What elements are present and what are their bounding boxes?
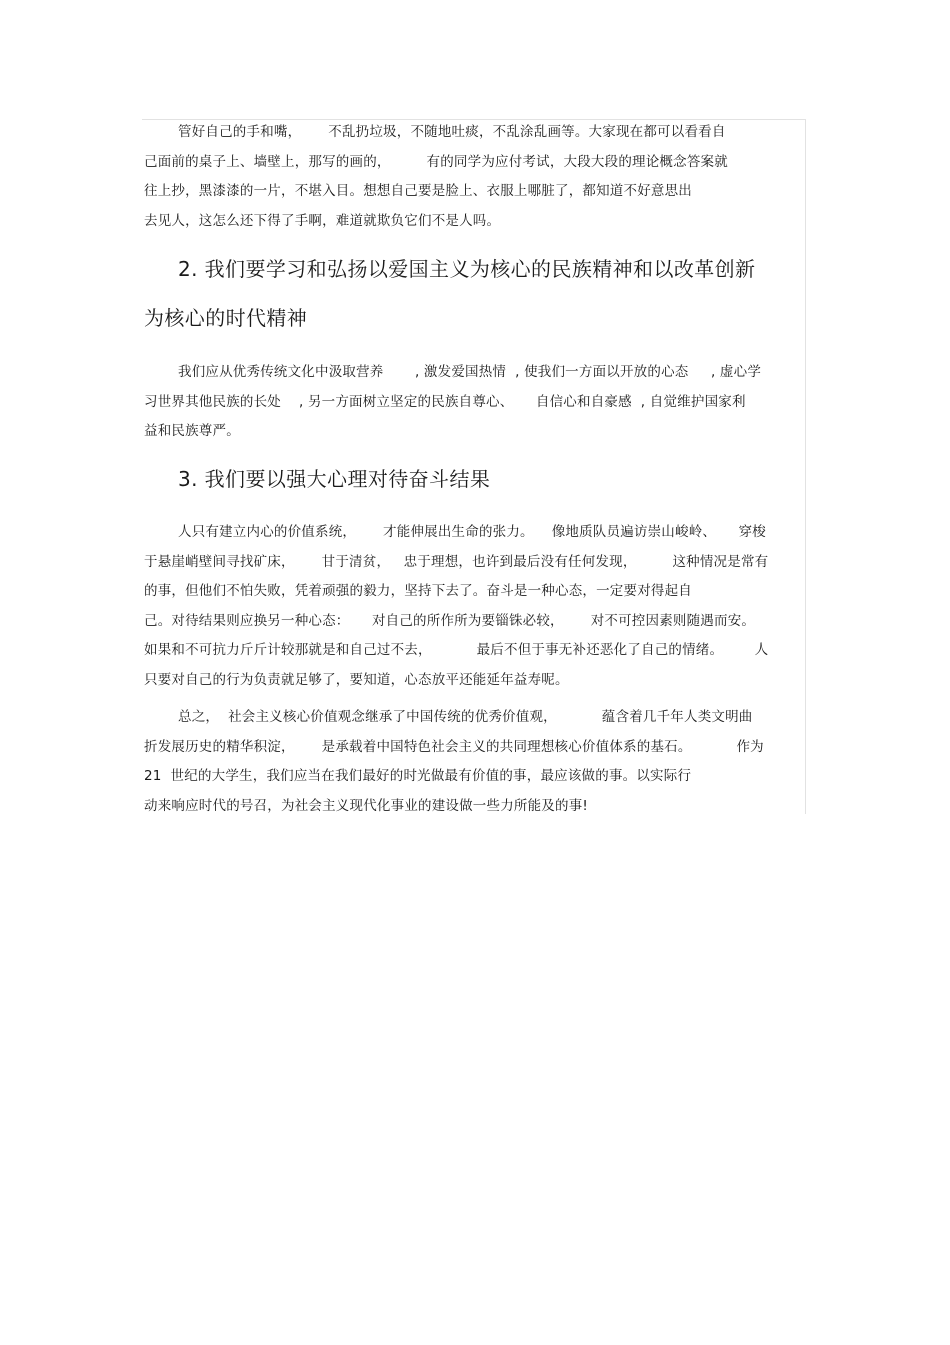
heading-line: 为核心的时代精神 <box>144 306 308 330</box>
paragraph-line: 己。对待结果则应换另一种心态： 对自己的所作所为要锱铢必较， 对不可控因素则随遇而安。 <box>144 612 756 629</box>
heading-line: 3. 我们要以强大心理对待奋斗结果 <box>178 467 491 491</box>
paragraph-line: 折发展历史的精华积淀， 是承载着中国特色社会主义的共同理想核心价值体系的基石。 作为 <box>144 738 764 755</box>
paragraph-line: 如果和不可抗力斤斤计较那就是和自己过不去， 最后不但于事无补还恶化了自己的情绪。 人 <box>144 642 769 658</box>
section-heading-3 <box>144 455 806 504</box>
paragraph-line: 益和民族尊严。 <box>144 423 240 439</box>
paragraph-line: 动来响应时代的号召，为社会主义现代化事业的建设做一些力所能及的事! <box>144 797 589 814</box>
paragraph-littering <box>144 118 806 236</box>
paragraph-line: 往上抄，黑漆漆的一片，不堪入目。想想自己要是脸上、衣服上哪脏了，都知道不好意思出 <box>144 183 692 199</box>
paragraph-line: 去见人，这怎么还下得了手啊，难道就欺负它们不是人吗。 <box>144 212 501 229</box>
paragraph-conclusion <box>144 703 806 821</box>
paragraph-line: 只要对自己的行为负责就足够了，要知道，心态放平还能延年益寿呢。 <box>144 671 569 688</box>
paragraph-mentality <box>144 518 806 695</box>
paragraph-line: 21 世纪的大学生，我们应当在我们最好的时光做最有价值的事，最应该做的事。以实际行 <box>144 768 692 784</box>
heading-line: 2. 我们要学习和弘扬以爱国主义为核心的民族精神和以改革创新 <box>178 257 756 281</box>
paragraph-line: 于悬崖峭壁间寻找矿床， 甘于清贫， 忠于理想，也许到最后没有任何发现， 这种情况是常有 <box>144 553 769 570</box>
paragraph-line: 人只有建立内心的价值系统， 才能伸展出生命的张力。 像地质队员遍访崇山峻岭、 穿梭 <box>178 524 766 540</box>
paragraph-line: 习世界其他民族的长处 , 另一方面树立坚定的民族自尊心、 自信心和自豪感 , 自觉维护国家利 <box>144 393 746 410</box>
paragraph-line: 己面前的桌子上、墙壁上，那写的画的， 有的同学为应付考试，大段大段的理论概念答案就 <box>144 153 728 170</box>
paragraph-line: 我们应从优秀传统文化中汲取营养 , 激发爱国热情 , 使我们一方面以开放的心态 , 虚心学 <box>178 364 762 380</box>
section-heading-2 <box>144 245 806 343</box>
paragraph-line: 的事，但他们不怕失败，凭着顽强的毅力，坚持下去了。奋斗是一种心态，一定要对得起自 <box>144 583 692 599</box>
paragraph-line: 管好自己的手和嘴， 不乱扔垃圾，不随地吐痰，不乱涂乱画等。大家现在都可以看看自 <box>178 124 726 140</box>
paragraph-line: 总之， 社会主义核心价值观念继承了中国传统的优秀价值观， 蕴含着几千年人类文明曲 <box>178 709 753 725</box>
paragraph-national-spirit <box>144 358 806 447</box>
